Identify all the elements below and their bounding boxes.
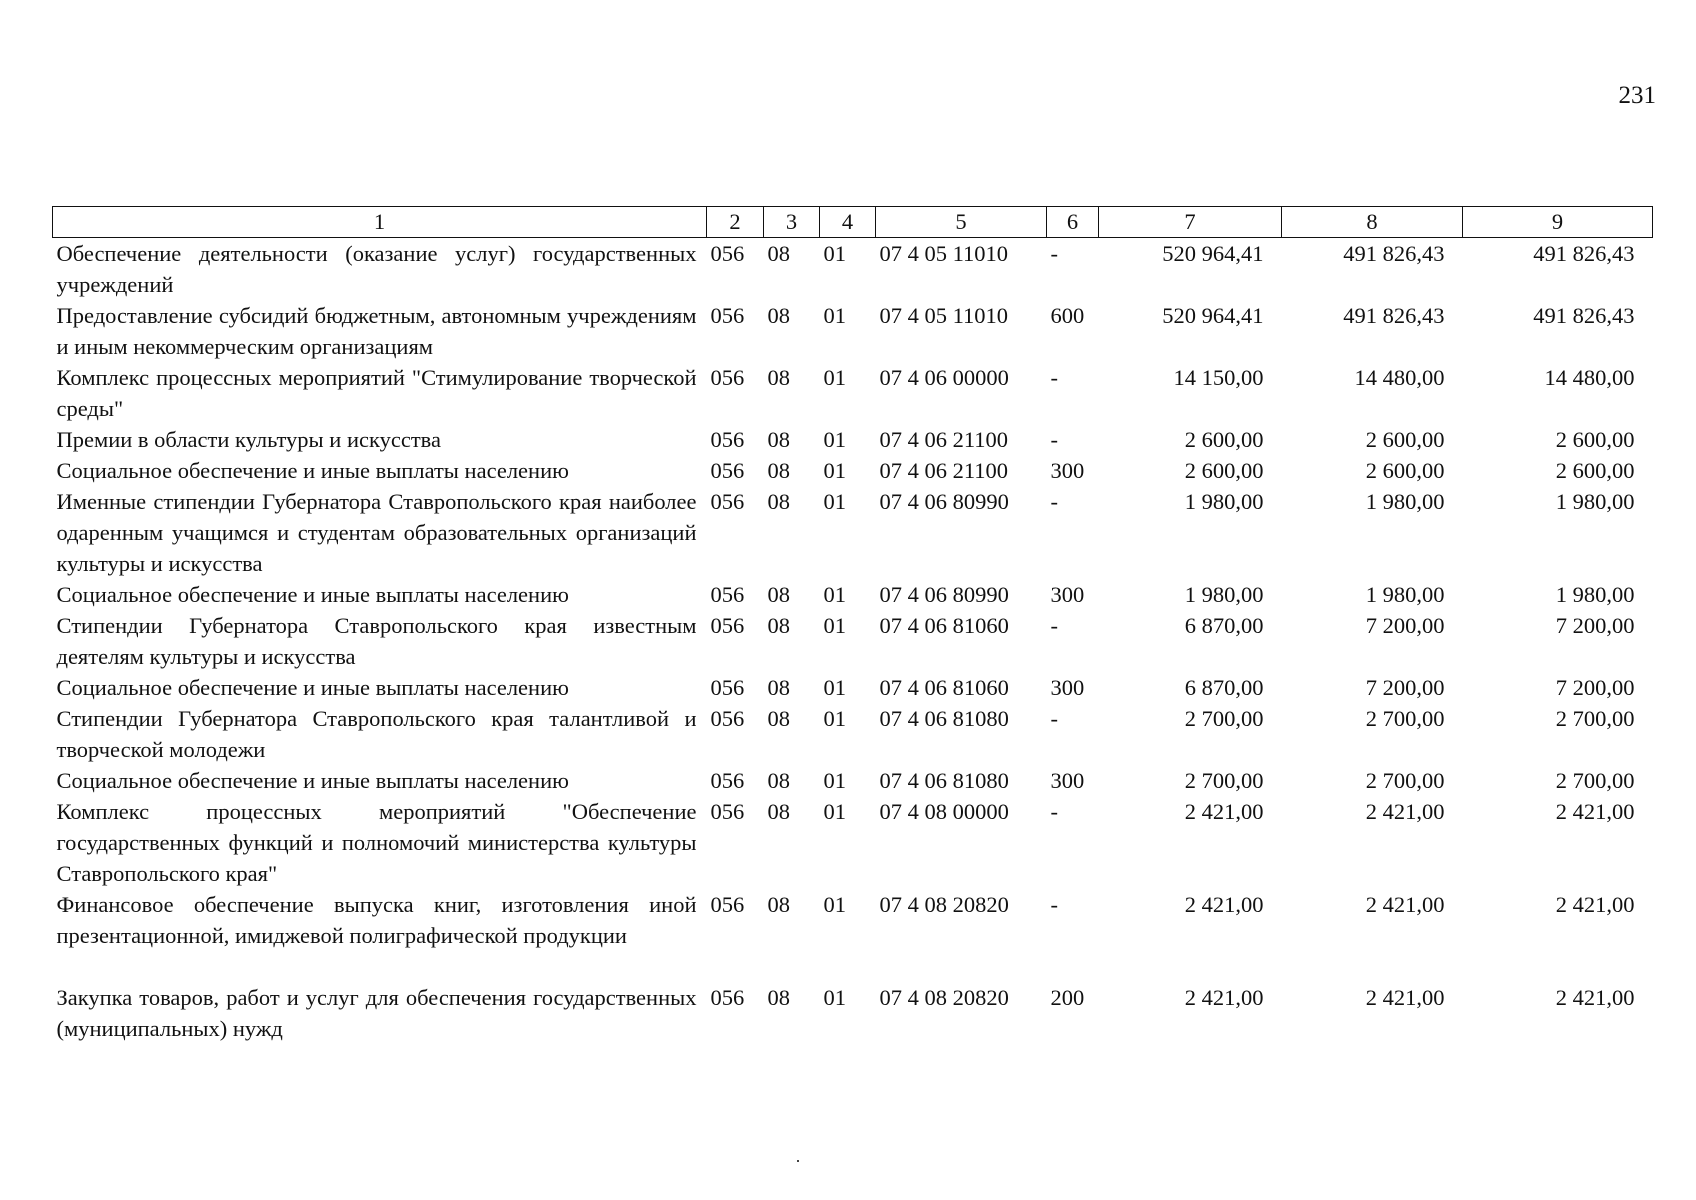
code-target-article: 07 4 06 81080 bbox=[879, 768, 1009, 793]
code-expense-type: 200 bbox=[1050, 985, 1085, 1010]
item-name: Социальное обеспечение и иные выплаты населению bbox=[56, 582, 569, 607]
code-subsection: 01 bbox=[823, 582, 846, 607]
code-target-article: 07 4 08 20820 bbox=[879, 892, 1009, 917]
code-section: 08 bbox=[767, 427, 790, 452]
table-row bbox=[53, 610, 1653, 672]
item-name: Обеспечение деятельности (оказание услуг) государственных учреждений bbox=[56, 241, 697, 297]
amount-col9: 491 826,43 bbox=[1533, 241, 1635, 266]
table-row bbox=[53, 703, 1653, 765]
code-target-article: 07 4 06 21100 bbox=[879, 427, 1009, 452]
amount-col7: 6 870,00 bbox=[1184, 613, 1264, 638]
code-subsection: 01 bbox=[823, 458, 846, 483]
item-name: Комплекс процессных мероприятий "Обеспечение государственных функций и полномочий министерства культуры Ставропольского края" bbox=[56, 799, 697, 886]
code-section: 08 bbox=[767, 675, 790, 700]
amount-col8: 2 421,00 bbox=[1365, 985, 1445, 1010]
amount-col7: 1 980,00 bbox=[1184, 489, 1264, 514]
code-target-article: 07 4 06 81080 bbox=[879, 706, 1009, 731]
amount-col8: 1 980,00 bbox=[1365, 489, 1445, 514]
code-expense-type: - bbox=[1050, 799, 1058, 824]
code-ministry: 056 bbox=[710, 489, 745, 514]
code-section: 08 bbox=[767, 799, 790, 824]
code-section: 08 bbox=[767, 768, 790, 793]
code-ministry: 056 bbox=[710, 675, 745, 700]
amount-col8: 2 421,00 bbox=[1365, 892, 1445, 917]
amount-col7: 2 700,00 bbox=[1184, 768, 1264, 793]
code-ministry: 056 bbox=[710, 706, 745, 731]
code-ministry: 056 bbox=[710, 303, 745, 328]
code-section: 08 bbox=[767, 489, 790, 514]
code-target-article: 07 4 06 00000 bbox=[879, 365, 1009, 390]
amount-col9: 2 700,00 bbox=[1555, 706, 1635, 731]
code-subsection: 01 bbox=[823, 303, 846, 328]
page-number: 231 bbox=[1618, 82, 1656, 109]
code-subsection: 01 bbox=[823, 613, 846, 638]
amount-col7: 2 421,00 bbox=[1184, 799, 1264, 824]
table-row bbox=[53, 238, 1653, 301]
amount-col9: 1 980,00 bbox=[1555, 489, 1635, 514]
amount-col7: 14 150,00 bbox=[1173, 365, 1264, 390]
amount-col7: 2 421,00 bbox=[1184, 892, 1264, 917]
code-expense-type: - bbox=[1050, 489, 1058, 514]
table-row bbox=[53, 455, 1653, 486]
item-name: Премии в области культуры и искусства bbox=[56, 427, 441, 452]
code-section: 08 bbox=[767, 365, 790, 390]
header-cell: 7 bbox=[1099, 207, 1282, 238]
header-row bbox=[53, 207, 1653, 238]
amount-col9: 14 480,00 bbox=[1544, 365, 1635, 390]
item-name: Стипендии Губернатора Ставропольского края талантливой и творческой молодежи bbox=[56, 706, 697, 762]
amount-col7: 2 700,00 bbox=[1184, 706, 1264, 731]
code-target-article: 07 4 08 20820 bbox=[879, 985, 1009, 1010]
header-cell: 6 bbox=[1047, 207, 1099, 238]
amount-col8: 491 826,43 bbox=[1343, 241, 1445, 266]
budget-table bbox=[52, 206, 1653, 1044]
amount-col7: 2 600,00 bbox=[1184, 427, 1264, 452]
amount-col9: 7 200,00 bbox=[1555, 613, 1635, 638]
header-cell: 5 bbox=[876, 207, 1047, 238]
code-target-article: 07 4 05 11010 bbox=[879, 303, 1009, 328]
table-row bbox=[53, 672, 1653, 703]
code-subsection: 01 bbox=[823, 985, 846, 1010]
code-ministry: 056 bbox=[710, 613, 745, 638]
item-name: Стипендии Губернатора Ставропольского края известным деятелям культуры и искусства bbox=[56, 613, 697, 669]
amount-col8: 2 700,00 bbox=[1365, 706, 1445, 731]
amount-col7: 2 600,00 bbox=[1184, 458, 1264, 483]
table-row bbox=[53, 951, 1653, 1044]
amount-col9: 2 600,00 bbox=[1555, 458, 1635, 483]
table-row bbox=[53, 486, 1653, 579]
code-expense-type: 300 bbox=[1050, 768, 1085, 793]
code-ministry: 056 bbox=[710, 768, 745, 793]
code-ministry: 056 bbox=[710, 427, 745, 452]
code-ministry: 056 bbox=[710, 241, 745, 266]
header-cell: 9 bbox=[1463, 207, 1653, 238]
code-section: 08 bbox=[767, 303, 790, 328]
code-ministry: 056 bbox=[710, 892, 745, 917]
item-name: Предоставление субсидий бюджетным, автономным учреждениям и иным некоммерческим организациям bbox=[56, 303, 697, 359]
header-cell: 2 bbox=[707, 207, 764, 238]
code-subsection: 01 bbox=[823, 706, 846, 731]
code-ministry: 056 bbox=[710, 458, 745, 483]
scan-dot bbox=[797, 1160, 799, 1162]
code-ministry: 056 bbox=[710, 365, 745, 390]
amount-col8: 7 200,00 bbox=[1365, 675, 1445, 700]
amount-col9: 491 826,43 bbox=[1533, 303, 1635, 328]
code-target-article: 07 4 06 81060 bbox=[879, 675, 1009, 700]
table-body bbox=[53, 238, 1653, 1045]
code-subsection: 01 bbox=[823, 489, 846, 514]
code-ministry: 056 bbox=[710, 799, 745, 824]
amount-col9: 2 421,00 bbox=[1555, 985, 1635, 1010]
code-expense-type: - bbox=[1050, 365, 1058, 390]
table-row bbox=[53, 579, 1653, 610]
code-section: 08 bbox=[767, 892, 790, 917]
table-row bbox=[53, 765, 1653, 796]
amount-col8: 2 421,00 bbox=[1365, 799, 1445, 824]
header-cell: 4 bbox=[820, 207, 876, 238]
amount-col7: 6 870,00 bbox=[1184, 675, 1264, 700]
table-row bbox=[53, 889, 1653, 951]
item-name: Социальное обеспечение и иные выплаты населению bbox=[56, 675, 569, 700]
amount-col8: 2 700,00 bbox=[1365, 768, 1445, 793]
code-section: 08 bbox=[767, 985, 790, 1010]
table-row bbox=[53, 424, 1653, 455]
code-expense-type: 300 bbox=[1050, 458, 1085, 483]
table-row bbox=[53, 362, 1653, 424]
amount-col9: 2 421,00 bbox=[1555, 799, 1635, 824]
code-ministry: 056 bbox=[710, 582, 745, 607]
code-section: 08 bbox=[767, 241, 790, 266]
amount-col7: 520 964,41 bbox=[1162, 241, 1264, 266]
amount-col8: 491 826,43 bbox=[1343, 303, 1445, 328]
amount-col8: 2 600,00 bbox=[1365, 458, 1445, 483]
code-section: 08 bbox=[767, 706, 790, 731]
code-target-article: 07 4 06 80990 bbox=[879, 489, 1009, 514]
code-expense-type: - bbox=[1050, 892, 1058, 917]
amount-col8: 14 480,00 bbox=[1354, 365, 1445, 390]
code-subsection: 01 bbox=[823, 365, 846, 390]
item-name: Закупка товаров, работ и услуг для обеспечения государственных (муниципальных) нужд bbox=[56, 985, 697, 1041]
amount-col7: 520 964,41 bbox=[1162, 303, 1264, 328]
code-expense-type: - bbox=[1050, 613, 1058, 638]
table-row bbox=[53, 300, 1653, 362]
item-name: Именные стипендии Губернатора Ставропольского края наиболее одаренным учащимся и студентам образовательных организаций культуры и искусства bbox=[56, 489, 697, 576]
amount-col9: 7 200,00 bbox=[1555, 675, 1635, 700]
code-subsection: 01 bbox=[823, 675, 846, 700]
code-expense-type: - bbox=[1050, 427, 1058, 452]
code-subsection: 01 bbox=[823, 241, 846, 266]
amount-col8: 7 200,00 bbox=[1365, 613, 1445, 638]
amount-col7: 2 421,00 bbox=[1184, 985, 1264, 1010]
header-cell: 3 bbox=[764, 207, 820, 238]
code-subsection: 01 bbox=[823, 799, 846, 824]
code-expense-type: - bbox=[1050, 241, 1058, 266]
code-target-article: 07 4 06 21100 bbox=[879, 458, 1009, 483]
amount-col8: 1 980,00 bbox=[1365, 582, 1445, 607]
code-target-article: 07 4 06 80990 bbox=[879, 582, 1009, 607]
item-name: Социальное обеспечение и иные выплаты населению bbox=[56, 458, 569, 483]
code-section: 08 bbox=[767, 458, 790, 483]
table-row bbox=[53, 796, 1653, 889]
amount-col8: 2 600,00 bbox=[1365, 427, 1445, 452]
code-expense-type: 300 bbox=[1050, 582, 1085, 607]
header-cell: 1 bbox=[53, 207, 707, 238]
code-expense-type: 600 bbox=[1050, 303, 1085, 328]
code-subsection: 01 bbox=[823, 892, 846, 917]
code-target-article: 07 4 08 00000 bbox=[879, 799, 1009, 824]
code-section: 08 bbox=[767, 613, 790, 638]
code-ministry: 056 bbox=[710, 985, 745, 1010]
amount-col9: 2 700,00 bbox=[1555, 768, 1635, 793]
code-expense-type: - bbox=[1050, 706, 1058, 731]
code-subsection: 01 bbox=[823, 768, 846, 793]
code-target-article: 07 4 05 11010 bbox=[879, 241, 1009, 266]
item-name: Финансовое обеспечение выпуска книг, изготовления иной презентационной, имиджевой полиграфической продукции bbox=[56, 892, 697, 948]
item-name: Социальное обеспечение и иные выплаты населению bbox=[56, 768, 569, 793]
amount-col9: 2 421,00 bbox=[1555, 892, 1635, 917]
code-target-article: 07 4 06 81060 bbox=[879, 613, 1009, 638]
code-section: 08 bbox=[767, 582, 790, 607]
code-expense-type: 300 bbox=[1050, 675, 1085, 700]
amount-col7: 1 980,00 bbox=[1184, 582, 1264, 607]
item-name: Комплекс процессных мероприятий "Стимулирование творческой среды" bbox=[56, 365, 697, 421]
amount-col9: 2 600,00 bbox=[1555, 427, 1635, 452]
code-subsection: 01 bbox=[823, 427, 846, 452]
amount-col9: 1 980,00 bbox=[1555, 582, 1635, 607]
header-cell: 8 bbox=[1282, 207, 1463, 238]
